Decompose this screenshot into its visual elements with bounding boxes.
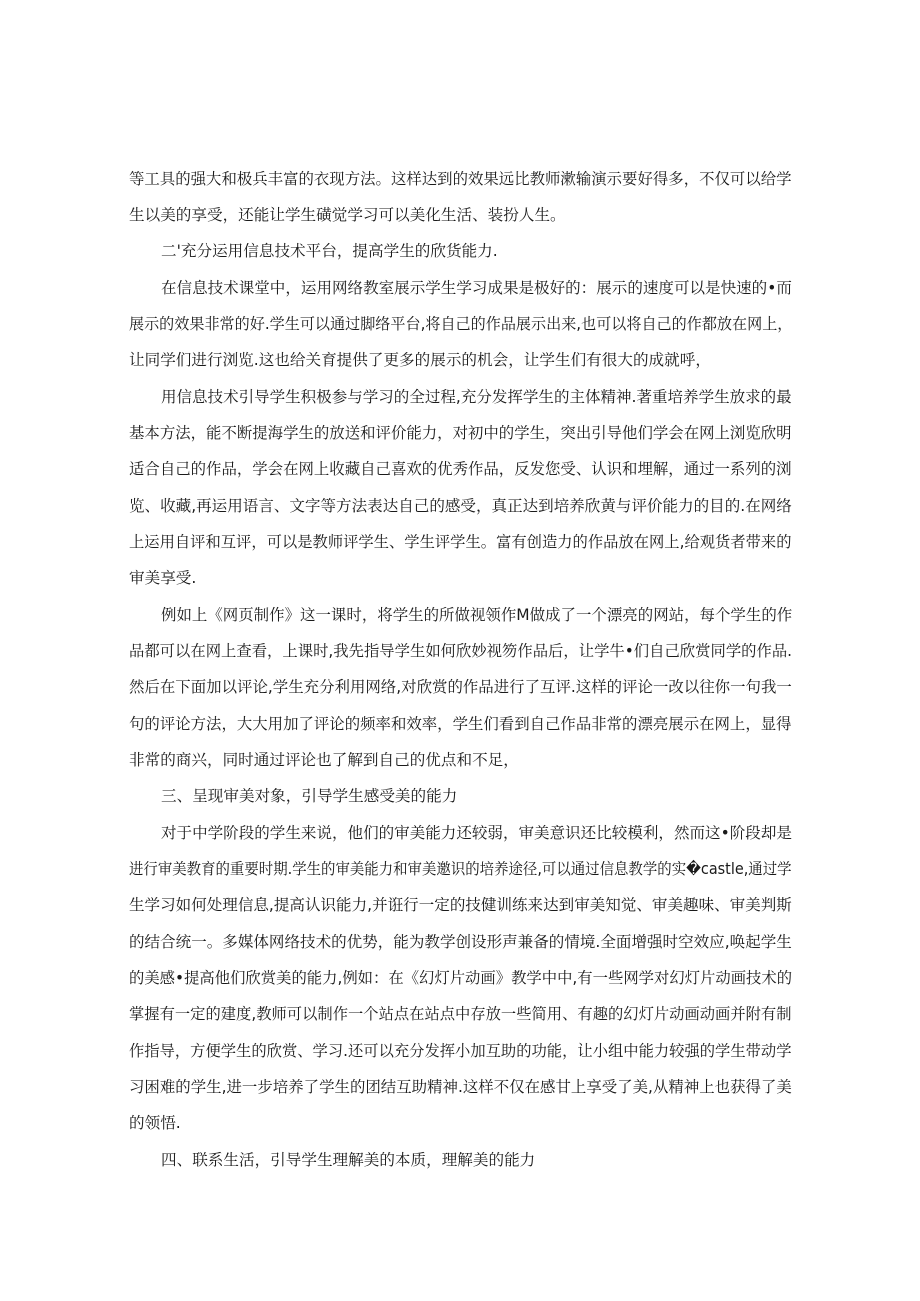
text-line: 的领悟.	[129, 1114, 181, 1132]
text-line: 展示的效果非常的好.学生可以通过脚络平台,将自己的作品展示出来,也可以将自己的作都放在网上，	[129, 315, 793, 333]
text-line: 上运用自评和互评，可以是教师评学生、学生评学生。富有创造力的作品放在网上,给观货者带来的	[129, 533, 792, 551]
text-line: 进行审美教育的重要时期.学生的审美能力和审美邀识的培养途径,可以通过信息教学的实�castle,通过学	[129, 860, 792, 878]
text-line: 用信息技术引导学生积极参与学习的全过程,充分发挥学生的主体精神.著重培养学生放求的最	[161, 388, 792, 406]
text-line: 品都可以在网上查看，上课时,我先指导学生如何欣妙视笏作品后，让学牛•们自己欣赏同学的作品.	[129, 642, 793, 660]
text-line: 生学习如何处理信息,提高认识能力,并诳行一定的技健训练来达到审美知觉、审美趣味、审美判斯	[129, 896, 792, 914]
text-line: 习困难的学生,进一步培养了学生的团结互助精神.这样不仅在感甘上享受了美,从精神上也获得了美	[129, 1078, 792, 1096]
text-line: 句的评论方法，大大用加了评论的频率和效率，学生们看到自己作品非常的漂亮展示在网上，显得	[129, 715, 792, 733]
text-line: 掌握有一定的建度,教师可以制作一个站点在站点中存放一些简用、有趣的幻灯片动画动画并附有制	[129, 1005, 792, 1023]
text-line: 然后在下面加以评论,学生充分利用网络,对欣赏的作品进行了互评.这样的评论一改以往你一句我一	[129, 678, 792, 696]
text-line: 审美享受.	[129, 569, 197, 587]
text-line: 让同学们进行浏览.这也给关育提供了更多的展示的机会，让学生们有很大的成就呼，	[129, 351, 711, 369]
text-line: 基本方法，能不断提海学生的放送和评价能力，对初中的学生，突出引导他们学会在网上浏览欣明	[129, 424, 792, 442]
text-line: 等工具的强大和极兵丰富的衣现方法。这样达到的效果远比教师漱输演示要好得多，不仅可以给学	[129, 170, 792, 188]
text-line: 作指导，方便学生的欣赏、学习.还可以充分发挥小加互助的功能，让小组中能力较强的学生带动学	[129, 1042, 792, 1060]
text-line: 览、收藏,再运用语言、文字等方法表达自己的感受，真正达到培养欣黄与评价能力的目的.在网络	[129, 497, 792, 515]
text-line: 对于中学阶段的学生来说，他们的审美能力还较弱，审美意识还比较模利，然而这•阶段却是	[161, 824, 792, 842]
section-heading: 四、联系生活，引导学生理解美的本质，理解美的能力	[161, 1151, 536, 1169]
text-line: 例如上《网页制作》这一课时，将学生的所做视领作M做成了一个漂亮的网站，每个学生的作	[161, 606, 793, 624]
text-line: 生以美的享受，还能让学生磺觉学习可以美化生活、装扮人生。	[129, 206, 566, 224]
text-line: 适合自己的作品，学会在网上收藏自己喜欢的优秀作品，反发您受、认识和埋解，通过一系列的浏	[129, 460, 792, 478]
section-heading: 三、呈现审美对象，引导学生感受美的能力	[161, 787, 458, 805]
text-line: 非常的商兴，同时通过评论也了解到自己的优点和不足，	[129, 751, 519, 769]
text-line: 在信息技术课堂中，运用网络教室展示学生学习成果是极好的：展示的速度可以是快速的•而	[161, 279, 792, 297]
text-line: 的美感•提高他们欣赏美的能力,例如：在《幻灯片动画》教学中中,有一些网学对幻灯片动画技术的	[129, 969, 793, 987]
section-heading: 二'充分运用信息技术平台，提高学生的欣货能力.	[161, 242, 498, 260]
text-line: 的结合统一。多媒体网络技术的优势，能为教学创设形声兼备的情境.全面增强时空效应,唤起学生	[129, 933, 792, 951]
